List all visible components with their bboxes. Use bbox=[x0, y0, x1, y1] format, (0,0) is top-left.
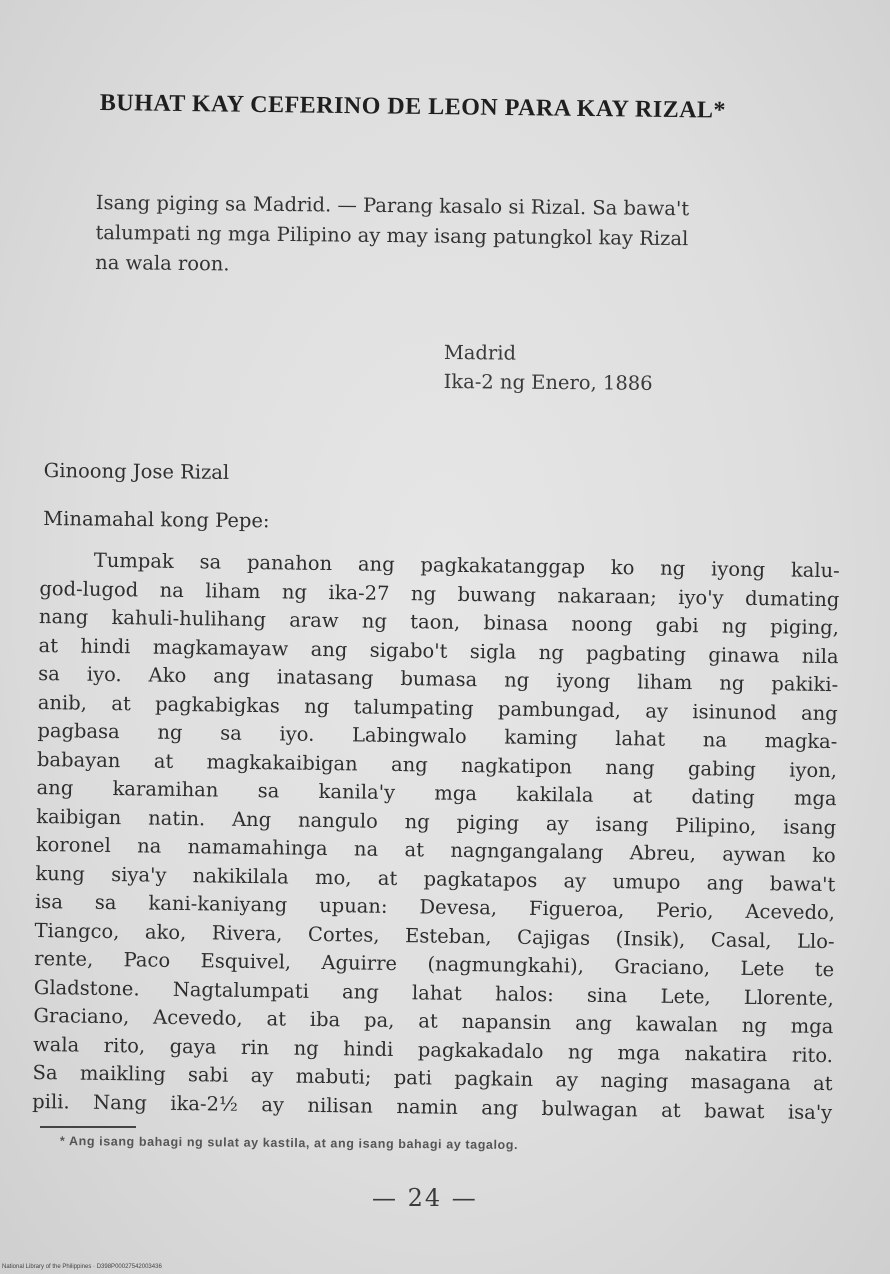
body-line: wala rito, gaya rin ng hindi pagkakadalo ng mga nakatira rito. bbox=[32, 1032, 834, 1067]
footnote-divider bbox=[40, 1126, 136, 1128]
letter-summary bbox=[95, 188, 846, 286]
body-line: pili. Nang ika-2½ ay nilisan namin ang bulwagan at bawat isa'y bbox=[32, 1089, 833, 1124]
body-line: Tiangco, ako, Rivera, Cortes, Esteban, Cajigas (Insik), Casal, Llo- bbox=[34, 918, 835, 953]
body-line: rente, Paco Esquivel, Aguirre (nagmungkahi), Graciano, Lete te bbox=[34, 946, 835, 982]
body-line: sa iyo. Ako ang inatasang bumasa ng iyong liham ng pakiki- bbox=[38, 661, 839, 697]
body-line: babayan at magkakaibigan ang nagkatipon nang gabing iyon, bbox=[36, 747, 838, 782]
letter-addressee: Ginoong Jose Rizal bbox=[43, 458, 230, 484]
body-line: kaibigan natin. Ang nangulo ng piging ay isang Pilipino, isang bbox=[36, 804, 837, 839]
letter-date: Ika-2 ng Enero, 1886 bbox=[443, 369, 653, 395]
body-line: anib, at pagkabigkas ng talumpating pambungad, ay isinunod ang bbox=[37, 690, 838, 725]
letter-greeting: Minamahal kong Pepe: bbox=[43, 506, 270, 533]
body-line: pagbasa ng sa iyo. Labingwalo kaming lahat na magka- bbox=[37, 718, 838, 754]
letter-salutation bbox=[43, 447, 270, 545]
body-line: Graciano, Acevedo, at iba pa, at napansin ang kawalan ng mga bbox=[33, 1003, 834, 1039]
letter-place: Madrid bbox=[443, 340, 517, 365]
body-line: Sa maikling sabi ay mabuti; pati pagkain ay naging masagana at bbox=[32, 1060, 833, 1096]
summary-line: talumpati ng mga Pilipino ay may isang patungkol kay Rizal bbox=[95, 220, 689, 251]
letter-body bbox=[32, 546, 840, 1127]
body-line: Gladstone. Nagtalumpati ang lahat halos: sina Lete, Llorente, bbox=[33, 975, 834, 1010]
summary-line: na wala roon. bbox=[95, 250, 230, 276]
source-credit: National Library of the Philippines · D398P00027542003436 bbox=[2, 1264, 162, 1270]
body-line: Tumpak sa panahon ang pagkakatanggap ko ng iyong kalu- bbox=[93, 548, 840, 583]
page-number: — 24 — bbox=[372, 1184, 478, 1212]
body-line: kung siya'y nakikilala mo, at pagkatapos ay umupo ang bawa't bbox=[35, 861, 836, 896]
body-line: isa sa kani-kaniyang upuan: Devesa, Figueroa, Perio, Acevedo, bbox=[34, 889, 836, 925]
letter-dateline bbox=[443, 338, 652, 398]
body-line: god-lugod na liham ng ika-27 ng buwang nakaraan; iyo'y dumating bbox=[39, 576, 840, 611]
letter-heading: BUHAT KAY CEFERINO DE LEON PARA KAY RIZAL* bbox=[99, 90, 727, 124]
body-line: nang kahuli-hulihang araw ng taon, binasa noong gabi ng piging, bbox=[38, 604, 840, 640]
footnote: * Ang isang bahagi ng sulat ay kastila, at ang isang bahagi ay tagalog. bbox=[59, 1134, 519, 1152]
body-line: ang karamihan sa kanila'y mga kakilala at dating mga bbox=[36, 775, 837, 811]
summary-line: Isang piging sa Madrid. — Parang kasalo si Rizal. Sa bawa't bbox=[95, 190, 690, 221]
body-line: at hindi magkamayaw ang sigabo't sigla ng pagbating ginawa nila bbox=[38, 633, 839, 668]
body-line: koronel na namamahinga na at nagngangalang Abreu, aywan ko bbox=[35, 832, 836, 868]
